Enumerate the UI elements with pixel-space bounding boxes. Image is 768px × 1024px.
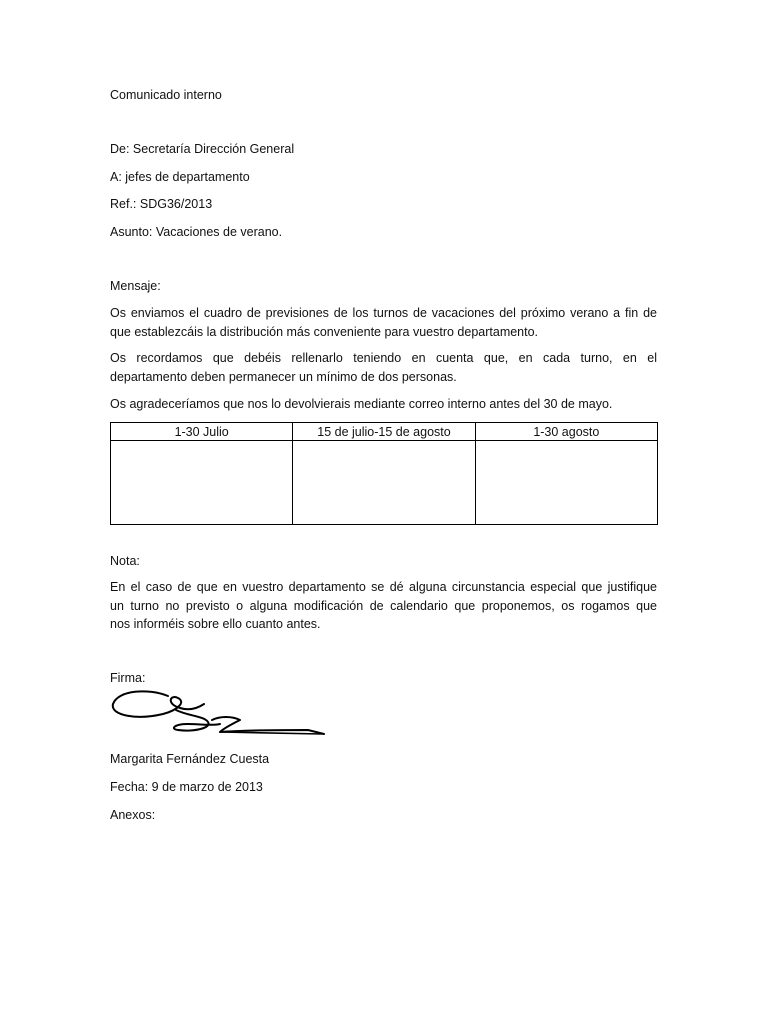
table-header-august: 1-30 agosto	[475, 423, 657, 441]
table-cell-july	[111, 441, 293, 525]
handwritten-signature	[108, 686, 328, 740]
table-row	[111, 441, 658, 525]
table-header-mid-july-mid-august: 15 de julio-15 de agosto	[293, 423, 475, 441]
vacation-shifts-table	[110, 422, 658, 525]
note-line-3: nos informéis sobre ello cuanto antes.	[110, 617, 321, 631]
message-paragraph-1	[110, 304, 657, 341]
note-line-2: un turno no previsto o alguna modificación de calendario que proponemos, os rogamos que	[110, 598, 657, 613]
reference-line: Ref.: SDG36/2013	[110, 197, 213, 211]
table-cell-mid-july-mid-august	[293, 441, 475, 525]
note-line-1: En el caso de que en vuestro departamento se dé alguna circunstancia especial que justifique	[110, 580, 657, 594]
message-paragraph-2-line-2: departamento deben permanecer un mínimo de dos personas.	[110, 369, 457, 384]
message-paragraph-3: Os agradeceríamos que nos lo devolvierais mediante correo interno antes del 30 de mayo.	[110, 397, 613, 411]
message-label: Mensaje:	[110, 279, 161, 293]
note-label: Nota:	[110, 554, 140, 568]
message-paragraph-1-line-1: Os enviamos el cuadro de previsiones de los turnos de vacaciones del próximo verano a fin de	[110, 306, 657, 320]
to-line: A: jefes de departamento	[110, 170, 250, 184]
signatory-name: Margarita Fernández Cuesta	[110, 752, 270, 766]
message-paragraph-2-line-1: Os recordamos que debéis rellenarlo teniendo en cuenta que, en cada turno, en el	[110, 351, 657, 365]
document-title: Comunicado interno	[110, 88, 222, 102]
table-header-row	[111, 423, 658, 441]
table-header-july: 1-30 Julio	[111, 423, 293, 441]
message-paragraph-1-line-2: que establezcáis la distribución más conveniente para vuestro departamento.	[110, 324, 539, 339]
message-paragraph-2	[110, 349, 657, 386]
note-paragraph	[110, 578, 657, 634]
signature-label: Firma:	[110, 671, 146, 685]
subject-line: Asunto: Vacaciones de verano.	[110, 225, 283, 239]
date-line: Fecha: 9 de marzo de 2013	[110, 780, 263, 794]
table-cell-august	[475, 441, 657, 525]
attachments-label: Anexos:	[110, 808, 156, 822]
from-line: De: Secretaría Dirección General	[110, 142, 295, 156]
